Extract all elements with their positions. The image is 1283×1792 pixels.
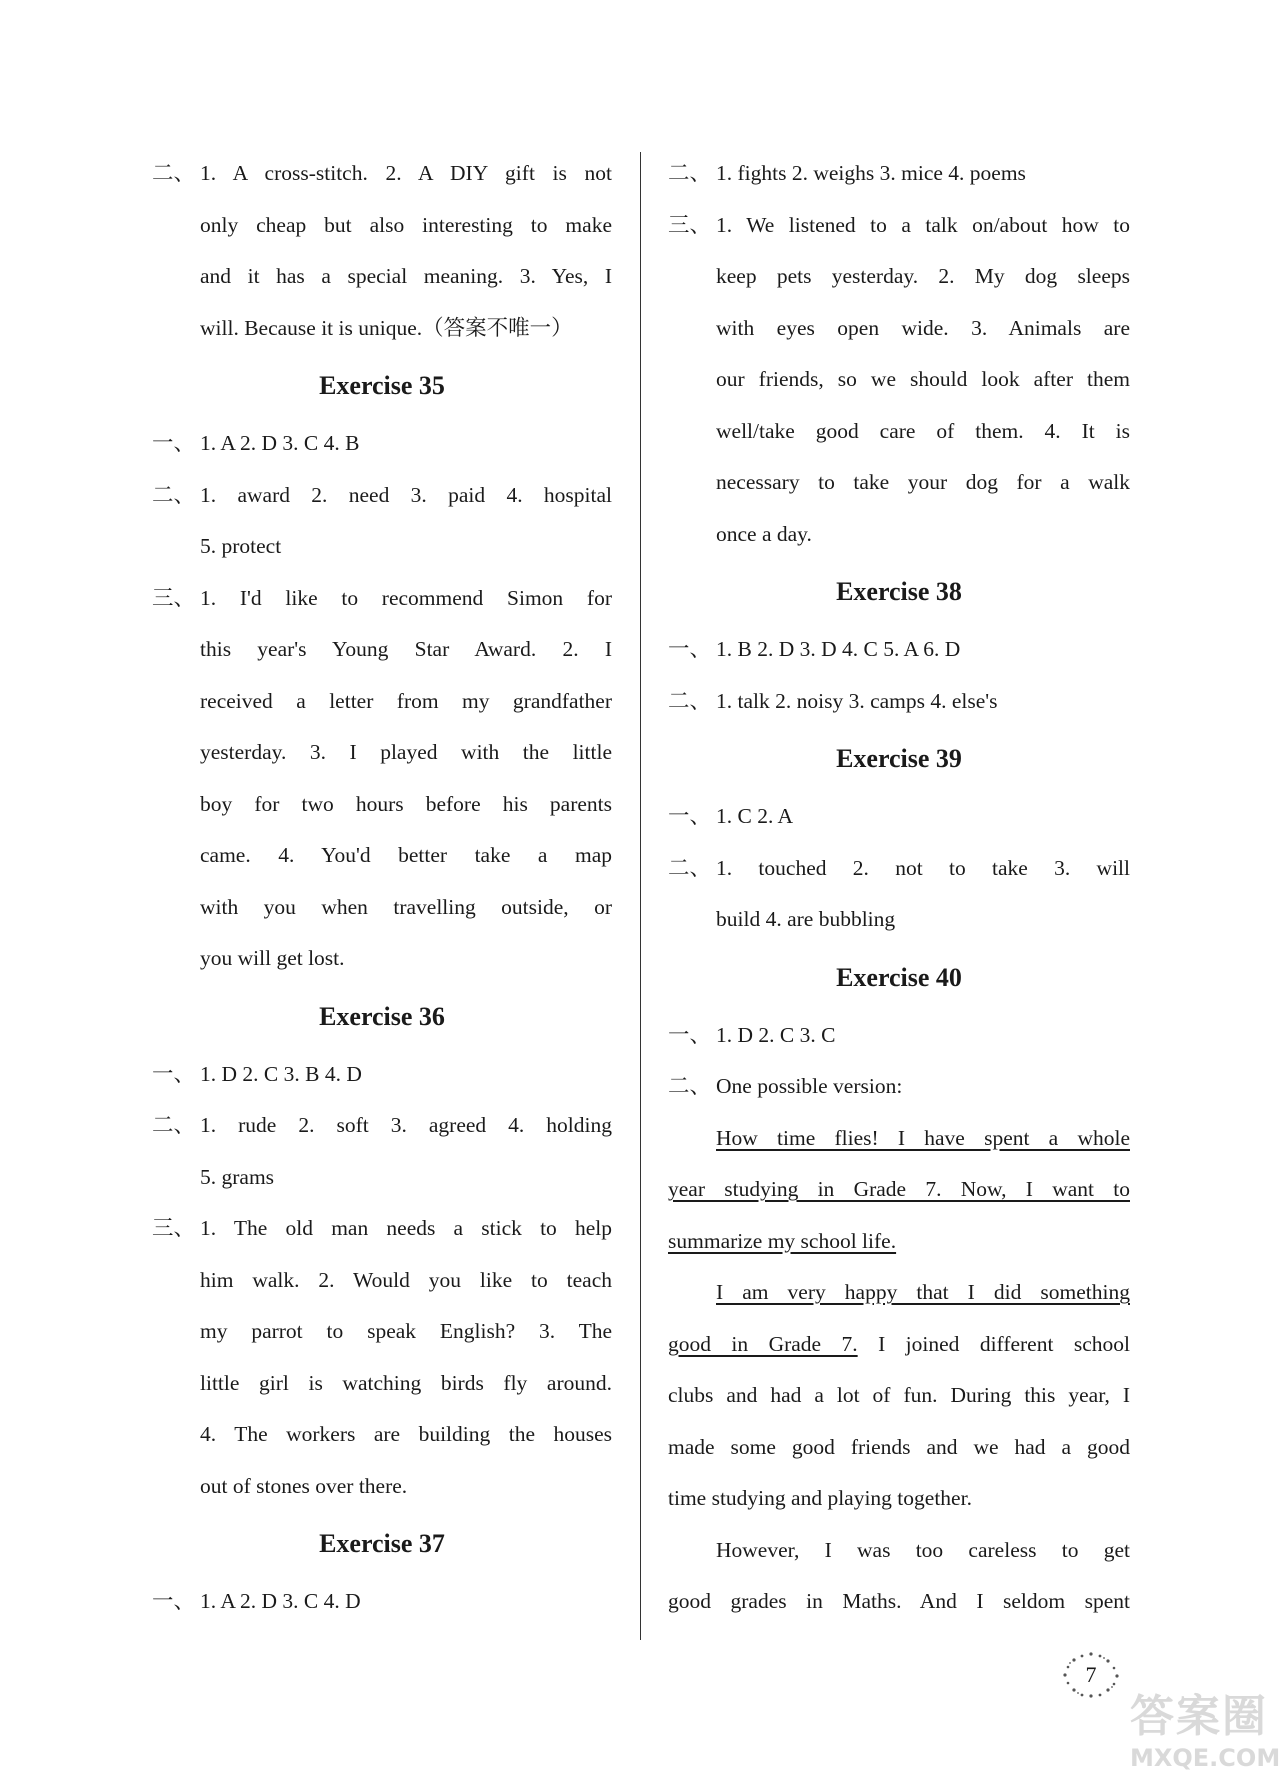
answer-section-1 [152,1049,612,1101]
column-divider [640,152,641,1640]
underlined-sentence: How time flies! I have spent a whole [716,1125,1130,1150]
answer-line: 4. The workers are building the houses [200,1422,612,1446]
section-marker: 三、 [152,1216,196,1240]
essay-line [668,1267,1130,1319]
answer-section-2 [152,148,612,354]
section-marker: 二、 [152,1113,196,1137]
answer-line: once a day. [716,521,812,546]
answer-line: you will get lost. [200,946,345,970]
answer-line: 5. grams [200,1164,275,1189]
answer-line: 1. B 2. D 3. D 4. C 5. A 6. D [716,637,961,661]
essay-line: clubs and had a lot of fun. During this year, I [668,1383,1130,1407]
answer-line: will. Because it is unique.（答案不唯一） [200,315,573,340]
answer-line: him walk. 2. Would you like to teach [200,1267,612,1292]
section-marker: 二、 [668,161,712,185]
underlined-sentence: I am very happy that I did something [716,1280,1130,1304]
answer-section-2 [668,148,1130,200]
answer-line: 1. C 2. A [716,804,794,828]
page-number-badge [1060,1650,1122,1700]
answer-line: 1. A 2. D 3. C 4. D [200,1589,361,1613]
page-number: 7 [1085,1662,1097,1687]
essay-line [668,1113,1130,1165]
exercise-heading: Exercise 36 [319,1001,445,1031]
answer-section-1 [668,791,1130,843]
answer-section-3 [152,1203,612,1512]
answer-line: received a letter from my grandfather [200,688,612,713]
answer-line: 1. I'd like to recommend Simon for [200,585,612,610]
watermark-url: MXQE.COM [1130,1744,1281,1772]
answer-line: 1. award 2. need 3. paid 4. hospital [200,482,612,507]
answer-section-1 [668,1010,1130,1062]
answer-line: build 4. are bubbling [716,907,896,931]
essay-line: However, I was too careless to get [716,1537,1130,1562]
answer-line: boy for two hours before his parents [200,791,612,816]
answer-section-1 [668,624,1130,676]
section-marker: 一、 [668,637,712,661]
answer-line: with eyes open wide. 3. Animals are [716,315,1130,340]
exercise-heading: Exercise 37 [319,1529,445,1558]
section-marker: 三、 [668,212,712,237]
answer-line: my parrot to speak English? 3. The [200,1319,612,1343]
sample-essay [668,1113,1130,1628]
answer-line: this year's Young Star Award. 2. I [200,637,612,661]
right-column [668,148,1130,1628]
section-marker: 一、 [152,431,196,455]
answer-line: little girl is watching birds fly around. [200,1370,612,1395]
answer-line: 1. touched 2. not to take 3. will [716,855,1130,880]
answer-line: our friends, so we should look after them [716,367,1130,391]
watermark-text: 答案圈 [1130,1691,1268,1742]
answer-line: 1. A 2. D 3. C 4. B [200,431,360,455]
essay-line [668,1319,1130,1371]
left-column [152,148,612,1628]
section-marker: 二、 [152,482,196,507]
answer-section-2 [668,843,1130,946]
section-marker: 二、 [668,1074,712,1098]
answer-line: yesterday. 3. I played with the little [200,740,612,764]
answer-line: 1. The old man needs a stick to help [200,1216,612,1240]
section-marker: 二、 [152,161,196,185]
essay-text: I joined different school [857,1331,1131,1356]
answer-line: 1. talk 2. noisy 3. camps 4. else's [716,688,998,713]
answer-section-3 [152,573,612,985]
exercise-heading: Exercise 38 [836,577,962,606]
exercise-heading: Exercise 39 [836,744,962,773]
answer-section-1 [152,1576,612,1628]
underlined-sentence: good in Grade 7. [668,1331,858,1356]
answer-section-3 [668,200,1130,561]
section-marker: 一、 [668,1022,712,1047]
answer-line: 5. protect [200,534,282,558]
answer-line: keep pets yesterday. 2. My dog sleeps [716,264,1130,288]
answer-line: 1. D 2. C 3. B 4. D [200,1061,362,1086]
answer-line: 1. We listened to a talk on/about how to [716,212,1130,237]
underlined-sentence: summarize my school life. [668,1228,897,1253]
section-marker: 一、 [668,804,712,828]
essay-line: time studying and playing together. [668,1486,972,1510]
answer-section-2 [668,1061,1130,1113]
section-marker: 三、 [152,585,196,610]
essay-line: made some good friends and we had a good [668,1434,1130,1459]
answer-section-2 [152,470,612,573]
section-marker: 一、 [152,1061,196,1086]
answer-line: 1. A cross-stitch. 2. A DIY gift is not [200,161,612,185]
watermark-logo [1130,1680,1280,1780]
essay-line [668,1216,1130,1268]
answer-section-2 [152,1100,612,1203]
answer-line: 1. D 2. C 3. C [716,1022,836,1047]
section-marker: 一、 [152,1589,196,1613]
answer-line: out of stones over there. [200,1473,408,1498]
answer-line: 1. fights 2. weighs 3. mice 4. poems [716,161,1026,185]
section-marker: 二、 [668,688,712,713]
section-marker: 二、 [668,855,712,880]
answer-line: came. 4. You'd better take a map [200,843,612,867]
answer-section-2 [668,676,1130,728]
answer-line: and it has a special meaning. 3. Yes, I [200,264,612,288]
exercise-heading: Exercise 35 [319,371,445,400]
underlined-sentence: year studying in Grade 7. Now, I want to [668,1177,1130,1201]
answer-line: only cheap but also interesting to make [200,212,612,237]
answer-section-1 [152,418,612,470]
answer-line: well/take good care of them. 4. It is [716,418,1130,443]
answer-line: 1. rude 2. soft 3. agreed 4. holding [200,1113,612,1137]
answer-line: with you when travelling outside, or [200,894,612,919]
essay-line [668,1164,1130,1216]
exercise-heading: Exercise 40 [836,962,962,992]
answer-line: One possible version: [716,1074,903,1098]
answer-line: necessary to take your dog for a walk [716,470,1130,494]
essay-line: good grades in Maths. And I seldom spent [668,1589,1130,1613]
